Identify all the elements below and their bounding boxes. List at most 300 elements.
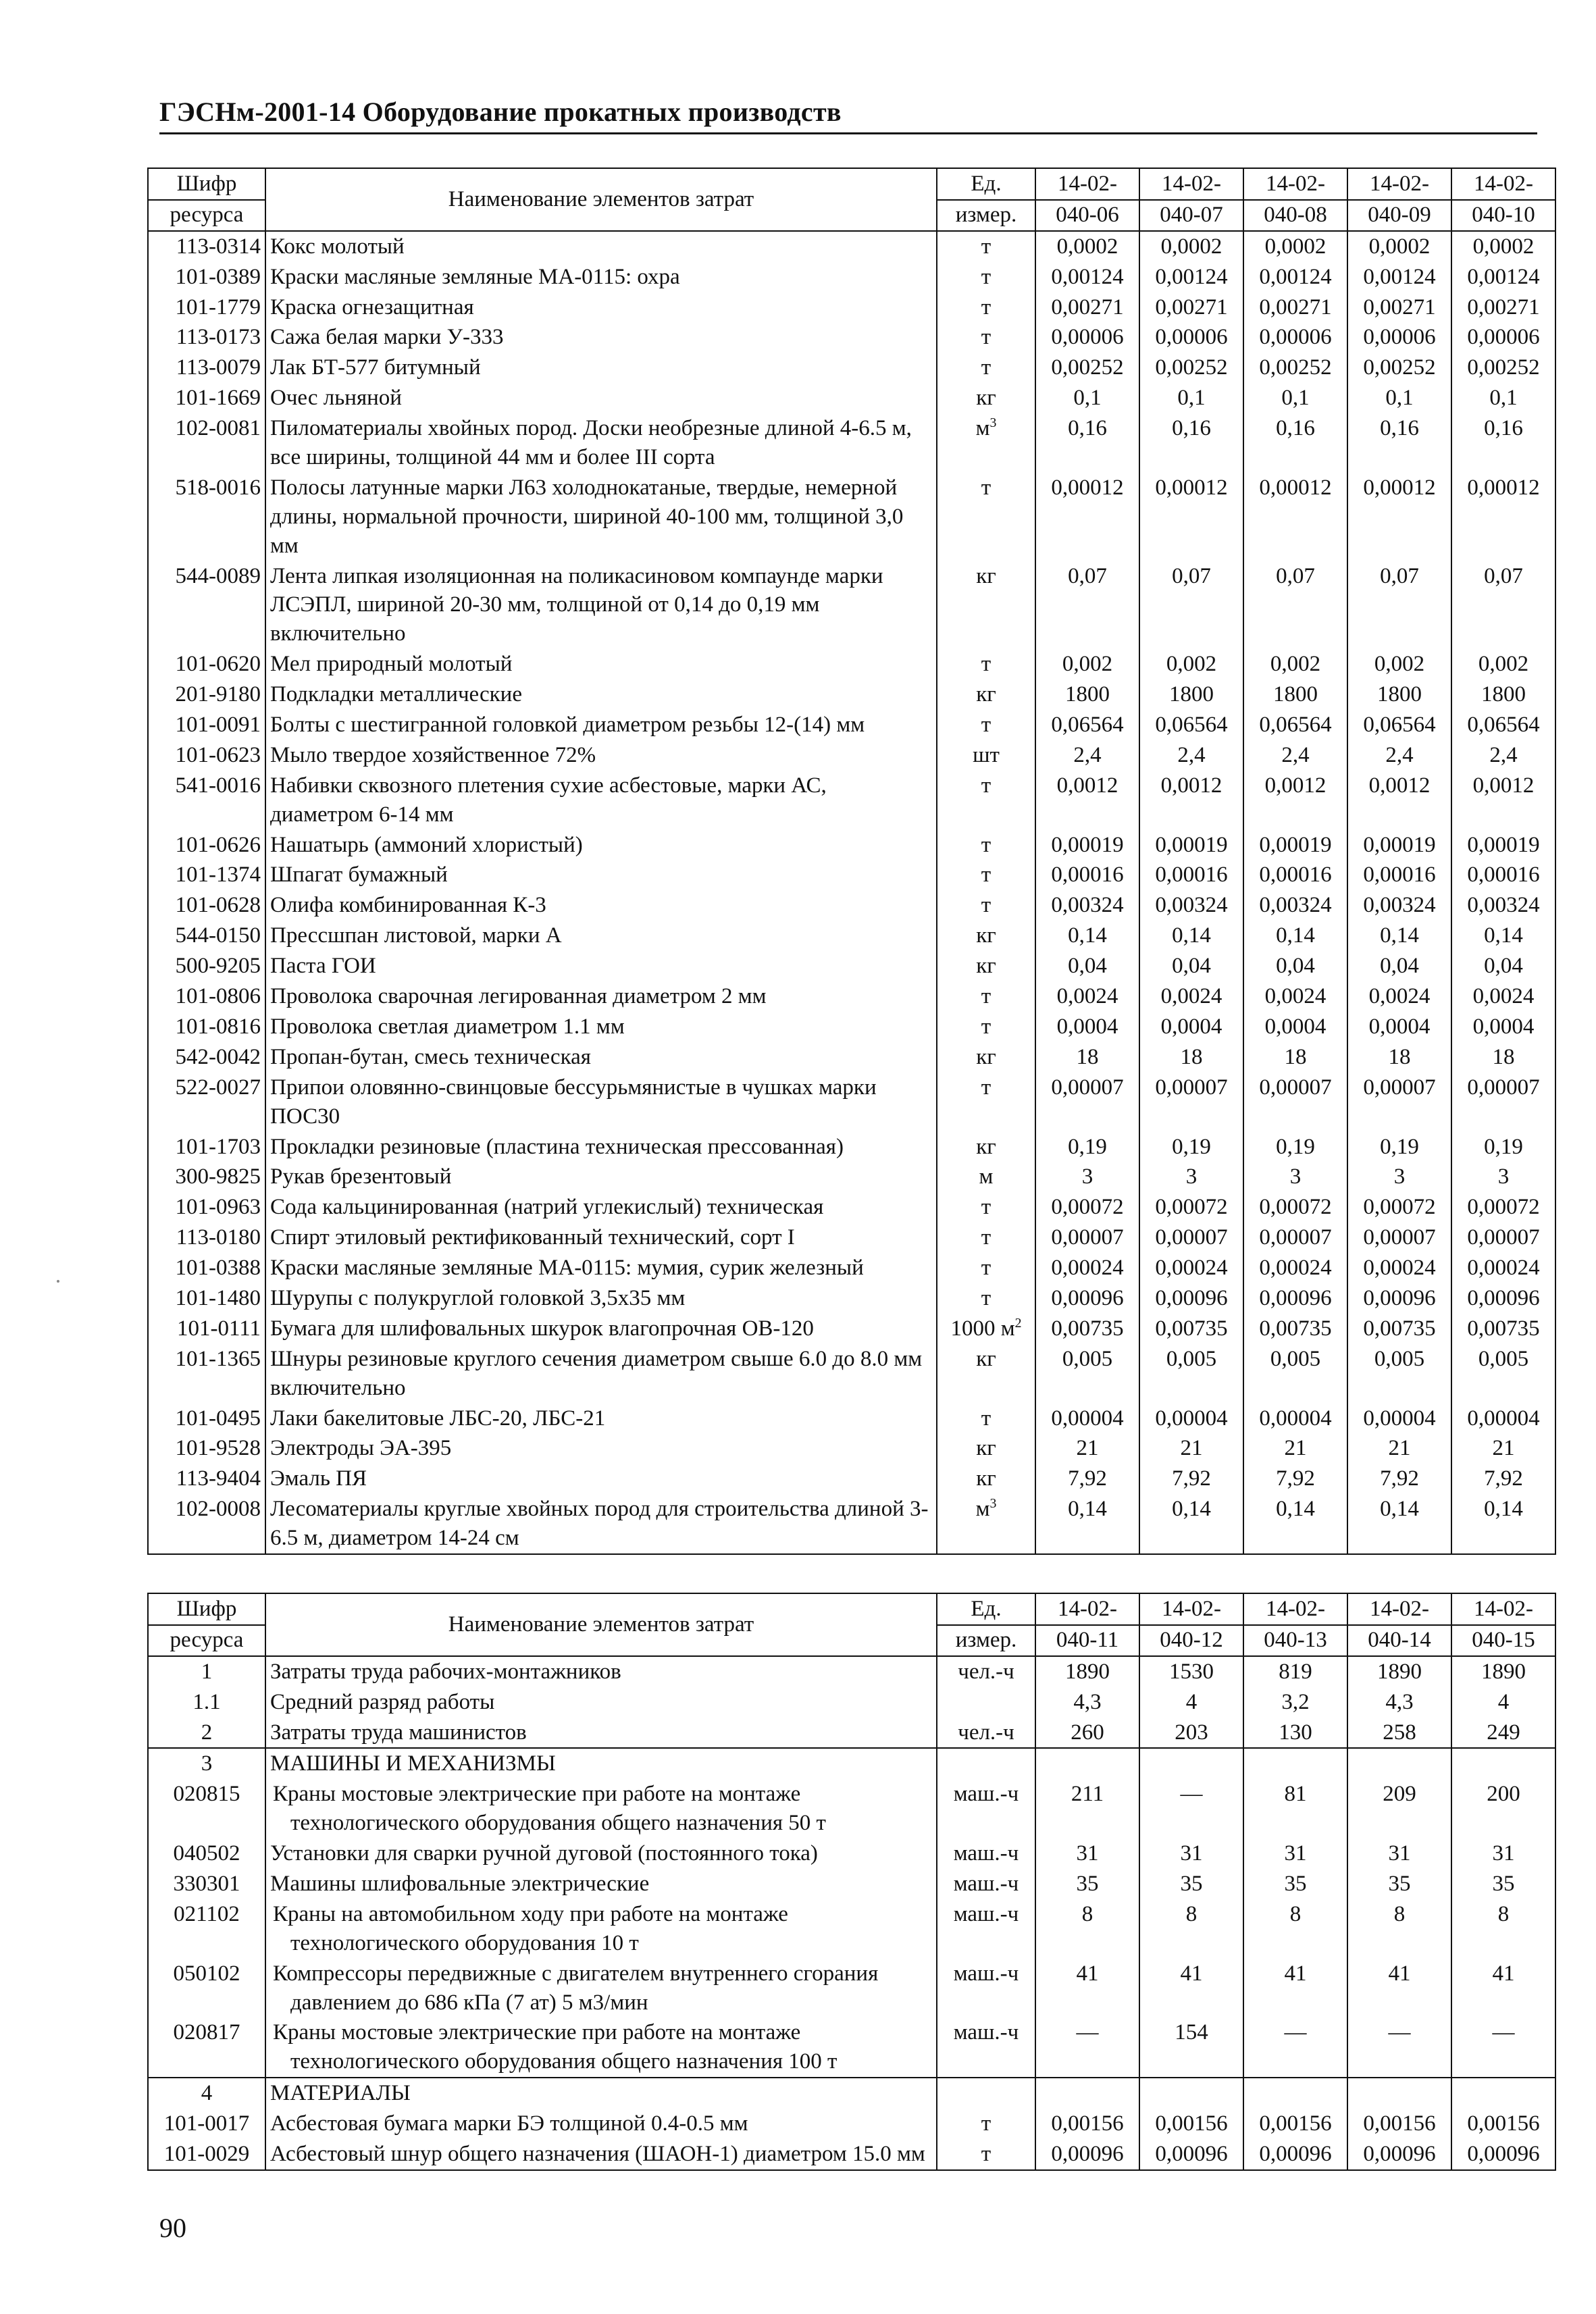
norm-value <box>1139 1748 1243 1779</box>
norm-value: 3 <box>1451 1162 1555 1192</box>
norm-value: 0,00072 <box>1243 1192 1347 1223</box>
norm-value: 18 <box>1035 1042 1139 1073</box>
norm-value: 0,00007 <box>1243 1223 1347 1253</box>
norm-value: 0,00007 <box>1139 1073 1243 1132</box>
norm-value: 21 <box>1451 1433 1555 1464</box>
norm-value: 203 <box>1139 1718 1243 1749</box>
norm-value: 0,00096 <box>1139 1283 1243 1314</box>
norm-value: 41 <box>1451 1959 1555 2018</box>
unit-text: т <box>981 713 992 738</box>
norm-column-header-bottom: 040-08 <box>1264 202 1327 227</box>
unit-text: м <box>975 1497 990 1522</box>
resource-code: 101-1669 <box>148 383 265 413</box>
norm-value: 0,00156 <box>1139 2109 1243 2139</box>
norm-value: 130 <box>1243 1718 1347 1749</box>
norm-value: 1800 <box>1139 679 1243 710</box>
table-row <box>148 1253 1555 1283</box>
norm-value: 0,00007 <box>1243 1073 1347 1132</box>
norm-value: 0,00007 <box>1451 1223 1555 1253</box>
norm-value: 0,00096 <box>1035 1283 1139 1314</box>
unit-text: т <box>981 264 992 289</box>
unit-text: т <box>981 234 992 259</box>
norm-value: 0,00016 <box>1139 860 1243 890</box>
cost-element-name: Пропан-бутан, смесь техническая <box>265 1042 937 1073</box>
norm-column-header-top: 14-02- <box>1036 1595 1139 1626</box>
norm-value: 0,00096 <box>1347 2139 1451 2170</box>
unit-cell <box>937 1404 1035 1434</box>
norm-column-header-bottom: 040-13 <box>1264 1627 1327 1652</box>
resource-code: 101-1779 <box>148 292 265 323</box>
norm-column-header-bottom: 040-15 <box>1472 1627 1535 1652</box>
cost-element-name: Краны на автомобильном ходу при работе на монтаже технологического оборудования 10 т <box>265 1899 937 1959</box>
norm-value: 0,00124 <box>1243 262 1347 292</box>
norm-value: 0,0012 <box>1139 771 1243 830</box>
unit-text: т <box>981 893 992 918</box>
norm-column-header <box>1139 1593 1243 1656</box>
table-body <box>148 231 1555 1554</box>
norm-column-header <box>1451 1593 1555 1656</box>
norm-value: 35 <box>1243 1869 1347 1899</box>
norm-value: 0,00024 <box>1347 1253 1451 1283</box>
norm-value: 0,00019 <box>1347 830 1451 860</box>
norm-value: 3 <box>1347 1162 1451 1192</box>
norm-column-header-top: 14-02- <box>1348 170 1451 201</box>
unit-text: т <box>981 773 992 798</box>
norm-value: 0,00096 <box>1139 2139 1243 2170</box>
cost-element-name: Затраты труда рабочих-монтажников <box>265 1656 937 1687</box>
norm-value: 7,92 <box>1451 1464 1555 1494</box>
unit-header <box>937 168 1035 231</box>
table-row <box>148 1314 1555 1344</box>
norm-value: 0,1 <box>1139 383 1243 413</box>
unit-cell <box>937 2017 1035 2078</box>
table-row <box>148 1687 1555 1718</box>
norm-value: 0,00019 <box>1139 830 1243 860</box>
name-header: Наименование элементов затрат <box>265 1593 937 1656</box>
resource-code: 522-0027 <box>148 1073 265 1132</box>
unit-cell <box>937 473 1035 561</box>
norm-value: 0,00024 <box>1451 1253 1555 1283</box>
unit-cell <box>937 860 1035 890</box>
norm-value: 0,002 <box>1347 649 1451 679</box>
resource-code: 101-0963 <box>148 1192 265 1223</box>
unit-cell <box>937 1344 1035 1404</box>
table-row <box>148 1464 1555 1494</box>
table-row <box>148 262 1555 292</box>
resource-code: 101-0806 <box>148 981 265 1012</box>
norm-value: 0,00096 <box>1243 2139 1347 2170</box>
norm-value: 0,0002 <box>1139 231 1243 262</box>
norm-value: 3 <box>1243 1162 1347 1192</box>
norm-value: 18 <box>1451 1042 1555 1073</box>
norm-value: 0,00012 <box>1451 473 1555 561</box>
unit-cell <box>937 322 1035 353</box>
cost-element-name: Краска огнезащитная <box>265 292 937 323</box>
norm-value: 35 <box>1347 1869 1451 1899</box>
section-title: МАТЕРИАЛЫ <box>265 2078 937 2109</box>
norm-value: 0,00016 <box>1035 860 1139 890</box>
unit-cell <box>937 561 1035 650</box>
norm-value: 81 <box>1243 1779 1347 1839</box>
norm-value: 21 <box>1139 1433 1243 1464</box>
table-row <box>148 561 1555 650</box>
unit-text: кг <box>976 954 996 979</box>
table-row <box>148 771 1555 830</box>
norm-value: 0,16 <box>1243 413 1347 473</box>
cost-element-name: Эмаль ПЯ <box>265 1464 937 1494</box>
norm-value <box>1451 2078 1555 2109</box>
code-header-top: Шифр <box>149 1595 265 1626</box>
norm-value: 0,00252 <box>1347 353 1451 383</box>
unit-text: кг <box>976 682 996 707</box>
cost-element-name: Нашатырь (аммоний хлористый) <box>265 830 937 860</box>
resource-code: 101-0388 <box>148 1253 265 1283</box>
unit-cell <box>937 1314 1035 1344</box>
norm-value <box>1347 1748 1451 1779</box>
norm-value: 0,00096 <box>1035 2139 1139 2170</box>
norm-value: 0,00019 <box>1243 830 1347 860</box>
norm-column-header <box>1243 1593 1347 1656</box>
resource-code: 102-0008 <box>148 1494 265 1554</box>
unit-text: т <box>981 1285 992 1310</box>
cost-element-name: Краски масляные земляные МА-0115: охра <box>265 262 937 292</box>
norm-value: 21 <box>1243 1433 1347 1464</box>
norm-column-header-top: 14-02- <box>1348 1595 1451 1626</box>
resource-code: 101-9528 <box>148 1433 265 1464</box>
resource-code: 4 <box>148 2078 265 2109</box>
norm-column-header-top: 14-02- <box>1244 1595 1347 1626</box>
code-header-bottom: ресурса <box>170 202 244 227</box>
norm-value <box>1035 1748 1139 1779</box>
norm-value: 0,002 <box>1243 649 1347 679</box>
norm-value: 0,04 <box>1451 951 1555 981</box>
norm-value: 0,00735 <box>1243 1314 1347 1344</box>
unit-cell <box>937 1433 1035 1464</box>
norm-value: 154 <box>1139 2017 1243 2078</box>
norm-value: 0,00024 <box>1139 1253 1243 1283</box>
norm-value: 2,4 <box>1243 740 1347 771</box>
table-row <box>148 1283 1555 1314</box>
section-title: МАШИНЫ И МЕХАНИЗМЫ <box>265 1748 937 1779</box>
norm-value: 0,00006 <box>1139 322 1243 353</box>
resource-code: 113-0173 <box>148 322 265 353</box>
resource-table-2 <box>147 1593 1556 2171</box>
unit-text: кг <box>976 563 996 588</box>
norm-value: 1890 <box>1451 1656 1555 1687</box>
norm-value: 3 <box>1035 1162 1139 1192</box>
resource-code: 020817 <box>148 2017 265 2078</box>
norm-value: 0,07 <box>1451 561 1555 650</box>
norm-column-header <box>1347 1593 1451 1656</box>
norm-value: 0,00004 <box>1451 1404 1555 1434</box>
table-row <box>148 1192 1555 1223</box>
norm-column-header-top: 14-02- <box>1452 1595 1555 1626</box>
unit-cell <box>937 1494 1035 1554</box>
unit-cell <box>937 1748 1035 1779</box>
norm-value: 7,92 <box>1035 1464 1139 1494</box>
cost-element-name: Мел природный молотый <box>265 649 937 679</box>
norm-value: 0,00124 <box>1035 262 1139 292</box>
cost-element-name: Краски масляные земляные МА-0115: мумия, сурик железный <box>265 1253 937 1283</box>
norm-column-header-top: 14-02- <box>1140 1595 1243 1626</box>
norm-value: 0,0012 <box>1451 771 1555 830</box>
norm-value <box>1451 1748 1555 1779</box>
norm-value: 31 <box>1451 1839 1555 1869</box>
unit-text: 1000 м <box>950 1316 1015 1341</box>
norm-value: 0,04 <box>1347 951 1451 981</box>
unit-exponent: 3 <box>989 1496 997 1512</box>
resource-code: 1.1 <box>148 1687 265 1718</box>
cost-element-name: Подкладки металлические <box>265 679 937 710</box>
unit-cell <box>937 262 1035 292</box>
norm-value: 4,3 <box>1035 1687 1139 1718</box>
norm-value: 21 <box>1035 1433 1139 1464</box>
norm-value: 0,00016 <box>1347 860 1451 890</box>
unit-text: маш.-ч <box>953 1872 1019 1897</box>
resource-code: 330301 <box>148 1869 265 1899</box>
norm-value: 0,00007 <box>1347 1073 1451 1132</box>
table-row <box>148 413 1555 473</box>
norm-value: 0,0024 <box>1347 981 1451 1012</box>
unit-cell <box>937 890 1035 921</box>
norm-value: 0,0004 <box>1243 1012 1347 1042</box>
norm-value: 4 <box>1139 1687 1243 1718</box>
norm-value: 0,00156 <box>1035 2109 1139 2139</box>
resource-code: 113-0079 <box>148 353 265 383</box>
table-row <box>148 2109 1555 2139</box>
table-row <box>148 1779 1555 1839</box>
norm-value: 0,005 <box>1451 1344 1555 1404</box>
resource-code: 201-9180 <box>148 679 265 710</box>
norm-value: 0,00072 <box>1347 1192 1451 1223</box>
norm-column-header <box>1139 168 1243 231</box>
norm-value: 0,00004 <box>1243 1404 1347 1434</box>
code-header <box>148 168 265 231</box>
table-row <box>148 1869 1555 1899</box>
unit-text: маш.-ч <box>953 1961 1019 1986</box>
norm-value: 0,14 <box>1451 1494 1555 1554</box>
norm-value: 258 <box>1347 1718 1451 1749</box>
resource-code: 021102 <box>148 1899 265 1959</box>
norm-value: 0,04 <box>1035 951 1139 981</box>
unit-text: т <box>981 355 992 380</box>
resource-code: 500-9205 <box>148 951 265 981</box>
table-row <box>148 1042 1555 1073</box>
norm-value: 0,00007 <box>1451 1073 1555 1132</box>
norm-value: 0,07 <box>1347 561 1451 650</box>
norm-value: 0,07 <box>1243 561 1347 650</box>
norm-value: 0,00096 <box>1451 1283 1555 1314</box>
table-row <box>148 292 1555 323</box>
table-row <box>148 383 1555 413</box>
resource-code: 101-1365 <box>148 1344 265 1404</box>
norm-value: 0,0012 <box>1347 771 1451 830</box>
norm-value: 3 <box>1139 1162 1243 1192</box>
norm-column-header-bottom: 040-07 <box>1160 202 1223 227</box>
table-row <box>148 1344 1555 1404</box>
unit-text: т <box>981 475 992 500</box>
norm-value: 8 <box>1035 1899 1139 1959</box>
table-row <box>148 2017 1555 2078</box>
unit-cell <box>937 413 1035 473</box>
norm-value: 0,14 <box>1451 921 1555 951</box>
norm-value: 0,0024 <box>1451 981 1555 1012</box>
norm-value: 209 <box>1347 1779 1451 1839</box>
resource-code: 101-0017 <box>148 2109 265 2139</box>
norm-value: 0,00006 <box>1035 322 1139 353</box>
resource-code: 101-0111 <box>148 1314 265 1344</box>
norm-value: 0,005 <box>1035 1344 1139 1404</box>
norm-value: 21 <box>1347 1433 1451 1464</box>
norm-value: 35 <box>1139 1869 1243 1899</box>
norm-value: — <box>1243 2017 1347 2078</box>
cost-element-name: Олифа комбинированная К-3 <box>265 890 937 921</box>
norm-value: 0,16 <box>1451 413 1555 473</box>
norm-value: 1800 <box>1035 679 1139 710</box>
norm-value: 0,00004 <box>1347 1404 1451 1434</box>
norm-value: 0,07 <box>1035 561 1139 650</box>
table-row <box>148 1959 1555 2018</box>
norm-value: 0,00324 <box>1035 890 1139 921</box>
resource-code: 020815 <box>148 1779 265 1839</box>
unit-header-bottom: измер. <box>955 202 1017 227</box>
norm-value: 1890 <box>1347 1656 1451 1687</box>
cost-element-name: Мыло твердое хозяйственное 72% <box>265 740 937 771</box>
table-row <box>148 231 1555 262</box>
table-row <box>148 1223 1555 1253</box>
unit-text: чел.-ч <box>958 1720 1014 1745</box>
norm-value: 0,04 <box>1243 951 1347 981</box>
norm-value: 0,19 <box>1035 1132 1139 1162</box>
norm-value: 0,0024 <box>1035 981 1139 1012</box>
code-header-bottom: ресурса <box>170 1627 244 1652</box>
norm-value: 0,1 <box>1451 383 1555 413</box>
cost-element-name: Установки для сварки ручной дуговой (постоянного тока) <box>265 1839 937 1869</box>
norm-value: 0,0002 <box>1035 231 1139 262</box>
cost-element-name: Болты с шестигранной головкой диаметром резьбы 12-(14) мм <box>265 710 937 740</box>
resource-code: 040502 <box>148 1839 265 1869</box>
page-number: 90 <box>159 2213 186 2243</box>
unit-cell <box>937 1012 1035 1042</box>
resource-code: 518-0016 <box>148 473 265 561</box>
norm-value: 0,00007 <box>1347 1223 1451 1253</box>
norm-value: 31 <box>1347 1839 1451 1869</box>
norm-value: 2,4 <box>1451 740 1555 771</box>
unit-text: т <box>981 294 992 319</box>
unit-exponent: 2 <box>1014 1315 1022 1331</box>
norm-value: 0,19 <box>1347 1132 1451 1162</box>
norm-value: 31 <box>1035 1839 1139 1869</box>
norm-value: 0,002 <box>1035 649 1139 679</box>
unit-header <box>937 1593 1035 1656</box>
norm-value: 0,00096 <box>1243 1283 1347 1314</box>
norm-value: — <box>1347 2017 1451 2078</box>
unit-text: т <box>981 1195 992 1220</box>
unit-cell <box>937 1162 1035 1192</box>
unit-cell <box>937 1223 1035 1253</box>
norm-value: 0,00096 <box>1451 2139 1555 2170</box>
section-row <box>148 2078 1555 2109</box>
norm-value: 0,06564 <box>1347 710 1451 740</box>
norm-value: 0,00004 <box>1035 1404 1139 1434</box>
norm-value <box>1035 2078 1139 2109</box>
norm-value: 0,14 <box>1139 1494 1243 1554</box>
norm-column-header <box>1035 168 1139 231</box>
unit-text: кг <box>976 1466 996 1491</box>
section-row <box>148 1748 1555 1779</box>
cost-element-name: Прокладки резиновые (пластина техническая прессованная) <box>265 1132 937 1162</box>
norm-value: 8 <box>1451 1899 1555 1959</box>
norm-value: 0,06564 <box>1451 710 1555 740</box>
norm-value: 41 <box>1035 1959 1139 2018</box>
norm-value: 0,005 <box>1347 1344 1451 1404</box>
unit-cell <box>937 1839 1035 1869</box>
cost-element-name: Прессшпан листовой, марки А <box>265 921 937 951</box>
norm-value: 41 <box>1347 1959 1451 2018</box>
norm-value <box>1243 2078 1347 2109</box>
norm-value: 0,00735 <box>1139 1314 1243 1344</box>
table-row <box>148 951 1555 981</box>
unit-text: шт <box>973 742 1000 767</box>
unit-cell <box>937 1959 1035 2018</box>
norm-value: 0,00012 <box>1035 473 1139 561</box>
unit-cell <box>937 383 1035 413</box>
resource-code: 113-0314 <box>148 231 265 262</box>
cost-element-name: Бумага для шлифовальных шкурок влагопрочная ОВ-120 <box>265 1314 937 1344</box>
norm-value <box>1347 2078 1451 2109</box>
norm-value: 4,3 <box>1347 1687 1451 1718</box>
table-row <box>148 322 1555 353</box>
unit-text: т <box>981 832 992 857</box>
unit-cell <box>937 1042 1035 1073</box>
unit-cell <box>937 1464 1035 1494</box>
norm-value: 7,92 <box>1139 1464 1243 1494</box>
unit-cell <box>937 292 1035 323</box>
norm-value: 0,14 <box>1347 1494 1451 1554</box>
norm-column-header-bottom: 040-11 <box>1056 1627 1119 1652</box>
norm-value: 1530 <box>1139 1656 1243 1687</box>
norm-value: 0,19 <box>1139 1132 1243 1162</box>
norm-column-header-top: 14-02- <box>1036 170 1139 201</box>
norm-value: 0,00072 <box>1451 1192 1555 1223</box>
cost-element-name: Затраты труда машинистов <box>265 1718 937 1749</box>
unit-cell <box>937 1899 1035 1959</box>
norm-value: 0,00012 <box>1243 473 1347 561</box>
unit-cell <box>937 1253 1035 1283</box>
cost-element-name: Краны мостовые электрические при работе на монтаже технологического оборудования общего назначения 50 т <box>265 1779 937 1839</box>
norm-value: 0,16 <box>1347 413 1451 473</box>
unit-text: т <box>981 325 992 350</box>
norm-value: 8 <box>1139 1899 1243 1959</box>
unit-cell <box>937 2078 1035 2109</box>
resource-code: 544-0089 <box>148 561 265 650</box>
norm-value: 0,0002 <box>1243 231 1347 262</box>
table-row <box>148 2139 1555 2170</box>
unit-cell <box>937 649 1035 679</box>
norm-value: 4 <box>1451 1687 1555 1718</box>
norm-value: 3,2 <box>1243 1687 1347 1718</box>
resource-code: 050102 <box>148 1959 265 2018</box>
norm-value: 2,4 <box>1139 740 1243 771</box>
unit-cell <box>937 1687 1035 1718</box>
norm-value: 0,00324 <box>1347 890 1451 921</box>
unit-text: маш.-ч <box>953 2020 1019 2045</box>
table-row <box>148 860 1555 890</box>
norm-value: 18 <box>1347 1042 1451 1073</box>
norm-value: 0,00735 <box>1035 1314 1139 1344</box>
norm-value: 0,19 <box>1451 1132 1555 1162</box>
norm-value: 0,00006 <box>1347 322 1451 353</box>
